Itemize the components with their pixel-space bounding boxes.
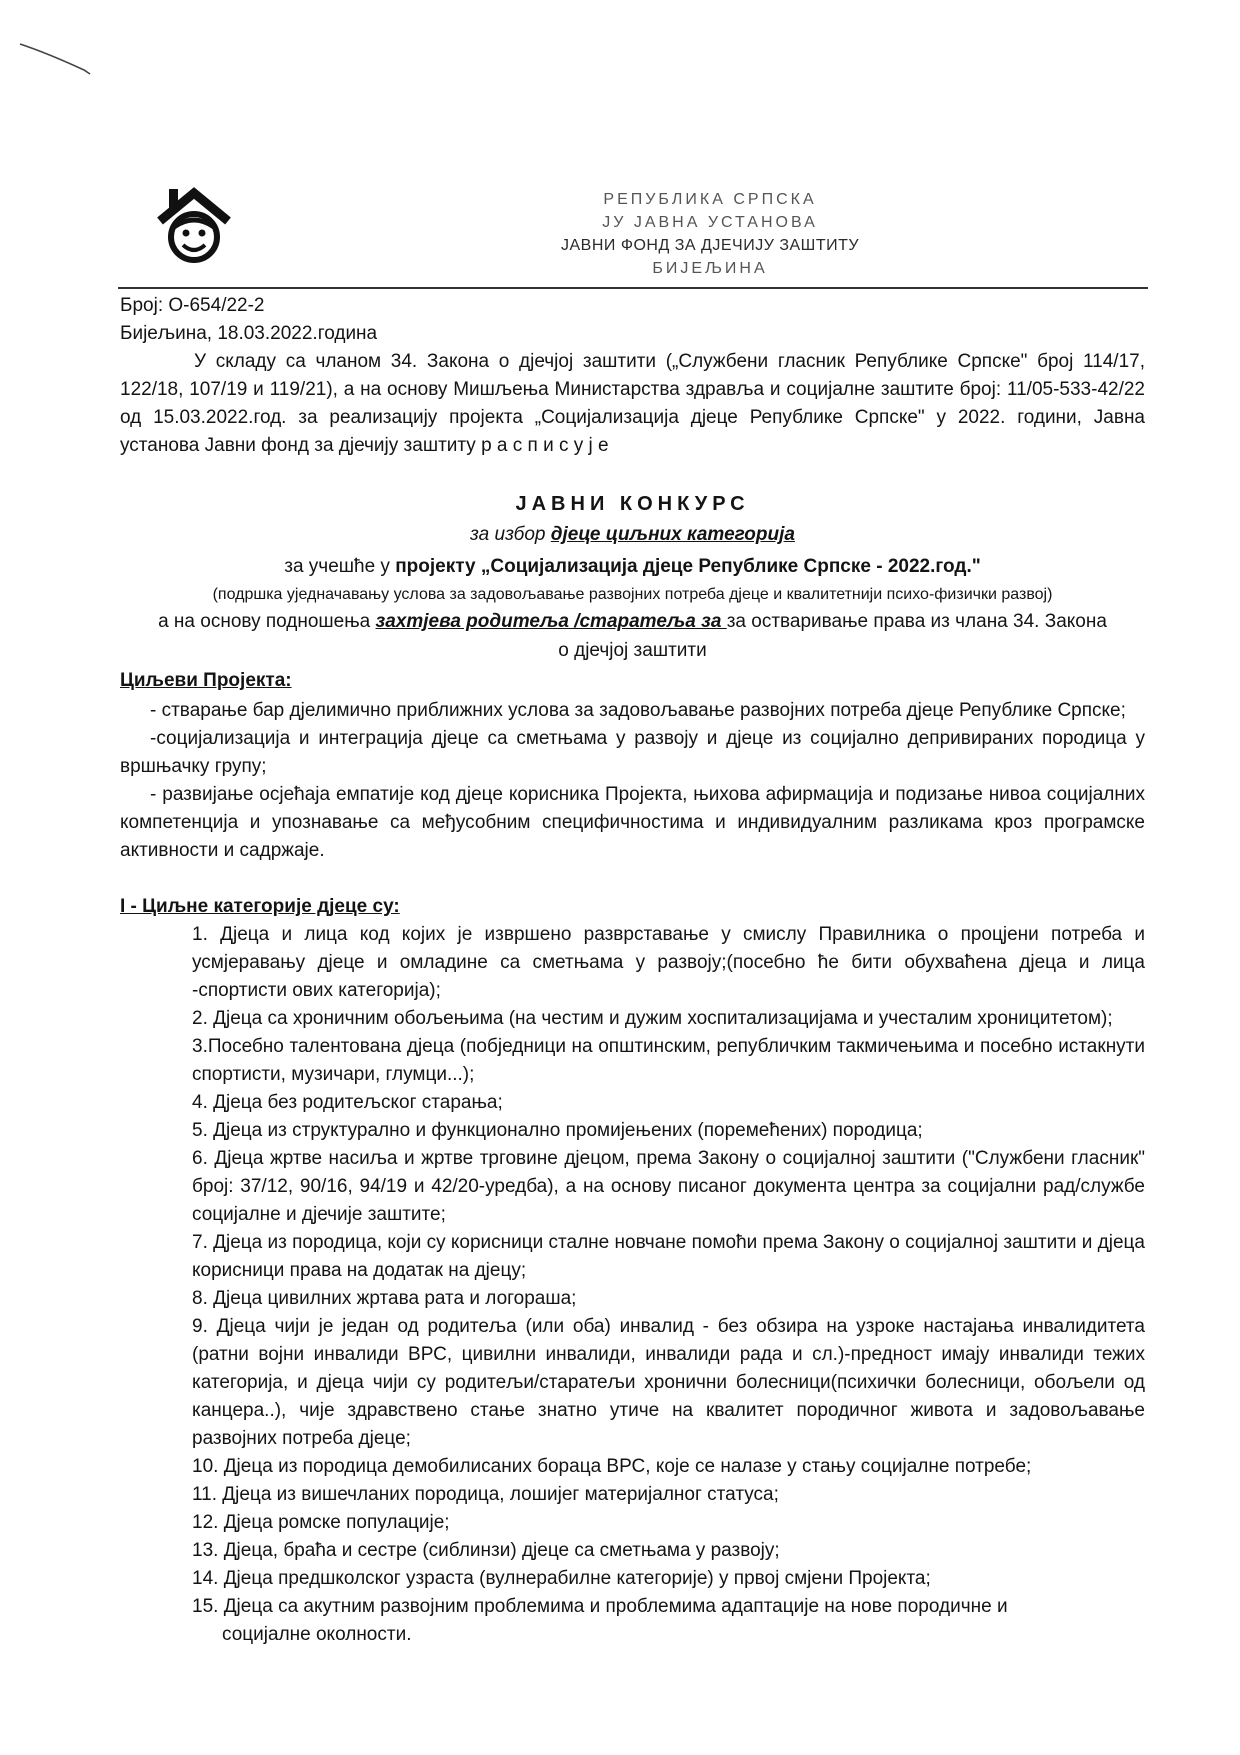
category-item: 8. Дјеца цивилних жртава рата и логораша; — [192, 1288, 577, 1309]
subtitle-1-emphasis: дјеце циљних категорија — [550, 524, 795, 545]
category-item: 14. Дјеца предшколског узраста (вулнерабилне категорије) у првој смјени Пројекта; — [192, 1568, 931, 1589]
title-subtitle-2 — [120, 553, 1145, 581]
document-date: Бијељина, 18.03.2022.година — [120, 323, 378, 344]
subtitle-3-prefix: а на основу подношења — [158, 611, 376, 632]
letterhead-institution-type: ЈУ ЈАВНА УСТАНОВА — [602, 214, 818, 231]
fund-logo-icon — [152, 183, 236, 267]
subtitle-2-project: пројекту „Социјализација дјеце Републике Српске - 2022.год." — [395, 556, 981, 577]
category-item: 13. Дјеца, браћа и сестре (сиблинзи) дјеце са сметњама у развоју; — [192, 1540, 780, 1561]
page-title: ЈАВНИ КОНКУРС — [515, 493, 750, 515]
letterhead — [430, 188, 990, 280]
categories-heading: I - Циљне категорије дјеце су: — [120, 896, 400, 917]
subtitle-3-emphasis: захтјева родитеља /старатеља за — [375, 611, 727, 632]
subtitle-3-suffix: за остваривање права из члана 34. Закона — [726, 611, 1107, 632]
goals-heading: Циљеви Пројекта: — [120, 670, 292, 691]
goal-item: - стварање бар дјелимично приближних услова за задовољавање развојних потреба дјеце Републике Српске; — [150, 700, 1126, 721]
category-item-15-line-2: социјалне околности. — [222, 1624, 412, 1645]
letterhead-city: БИЈЕЉИНА — [652, 260, 768, 277]
intro-paragraph: У складу са чланом 34. Закона о дјечјој заштити („Службени гласник Републике Српске" број 114/17, 122/18, 107/19 и 119/21), а на основу Мишљења Министарства здравља и социјалне заштите број: 11/05-533-42/22 од 15.03.2022.год. за реализацију пројекта „Социјализација дјеце Републике Српске" у 2022. години, Јавна установа Јавни фонд за дјечију заштиту р а с п и с у ј е — [120, 351, 1145, 456]
category-item-15-line-1: 15. Дјеца са акутним развојним проблемима и проблемима адаптације на нове породичне и — [192, 1596, 1008, 1617]
categories-list — [192, 921, 1145, 1649]
category-item: 9. Дјеца чији је један од родитеља (или оба) инвалид - без обзира на узроке настајања инвалидитета (ратни војни инвалиди ВРС, цивилни инвалиди, инвалиди рада и сл.)-предност имају инвалиди тежих категорија, и дјеца чији су родитељи/старатељи хронични болесници(психички болесници, обољели од канцера..), чије здравствено стање знатно утиче на квалитет породичног живота и задовољавање развојних потреба дјеце; — [192, 1316, 1145, 1449]
category-item: 3.Посебно талентована дјеца (побједници на општинским, републичким такмичењима и посебно истакнути спортисти, музичари, глумци...); — [192, 1036, 1145, 1085]
category-item: 2. Дјеца са хроничним обољењима (на честим и дужим хоспитализацијама и учесталим хроницитетом); — [192, 1008, 1113, 1029]
document-number: Број: О-654/22-2 — [120, 295, 265, 316]
category-item: 10. Дјеца из породица демобилисаних бораца ВРС, које се налазе у стању социјалне потребе; — [192, 1456, 1032, 1477]
pen-mark — [18, 40, 98, 80]
title-subtitle-4: о дјечјој заштити — [558, 640, 707, 661]
title-subtitle-3 — [120, 608, 1145, 636]
letterhead-fund-name: ЈАВНИ ФОНД ЗА ДЈЕЧИЈУ ЗАШТИТУ — [560, 237, 860, 254]
category-item: 1. Дјеца и лица код којих је извршено разврставање у смислу Правилника о процјени потреба и усмјеравању дјеце и омладине са сметњама у развоју;(посебно ће бити обухваћена дјеца и лица -спортисти ових категорија); — [192, 924, 1145, 1001]
category-item: 12. Дјеца ромске популације; — [192, 1512, 450, 1533]
subtitle-1-prefix: за избор — [470, 524, 551, 545]
goal-item: - развијање осјећаја емпатије код дјеце корисника Пројекта, њихова афирмација и подизање нивоа социјалних компетенција и упознавање са међусобним специфичностима и индивидуалним разликама кроз програмске активности и садржаје. — [120, 784, 1145, 861]
goals-list — [120, 697, 1145, 865]
subtitle-2-prefix: за учешће у — [284, 556, 396, 577]
category-item: 4. Дјеца без родитељског старања; — [192, 1092, 503, 1113]
goal-item: -социјализација и интеграција дјеце са сметњама у развоју и дјеце из социјално депривираних породица у вршњачку групу; — [120, 728, 1145, 777]
category-item: 11. Дјеца из вишечланих породица, лошијег материјалног статуса; — [192, 1484, 779, 1505]
category-item — [192, 1593, 1145, 1649]
title-note: (подршка уједначавању услова за задовољавање развојних потреба дјеце и квалитетнији психо-физички развој) — [212, 586, 1053, 603]
header-divider — [118, 287, 1148, 289]
title-subtitle-1 — [120, 521, 1145, 549]
category-item: 6. Дјеца жртве насиља и жртве трговине дјецом, према Закону о социјалној заштити ("Службени гласник" број: 37/12, 90/16, 94/19 и 42/20-уредба), а на основу писаног документа центра за социјални рад/службе социјалне и дјечије заштите; — [192, 1148, 1145, 1225]
category-item: 5. Дјеца из структурално и функционално промијењених (поремећених) породица; — [192, 1120, 923, 1141]
category-item: 7. Дјеца из породица, који су корисници сталне новчане помоћи према Закону о социјалној заштити и дјеца корисници права на додатак на дјецу; — [192, 1232, 1145, 1281]
letterhead-republic: РЕПУБЛИКА СРПСКА — [603, 191, 817, 208]
